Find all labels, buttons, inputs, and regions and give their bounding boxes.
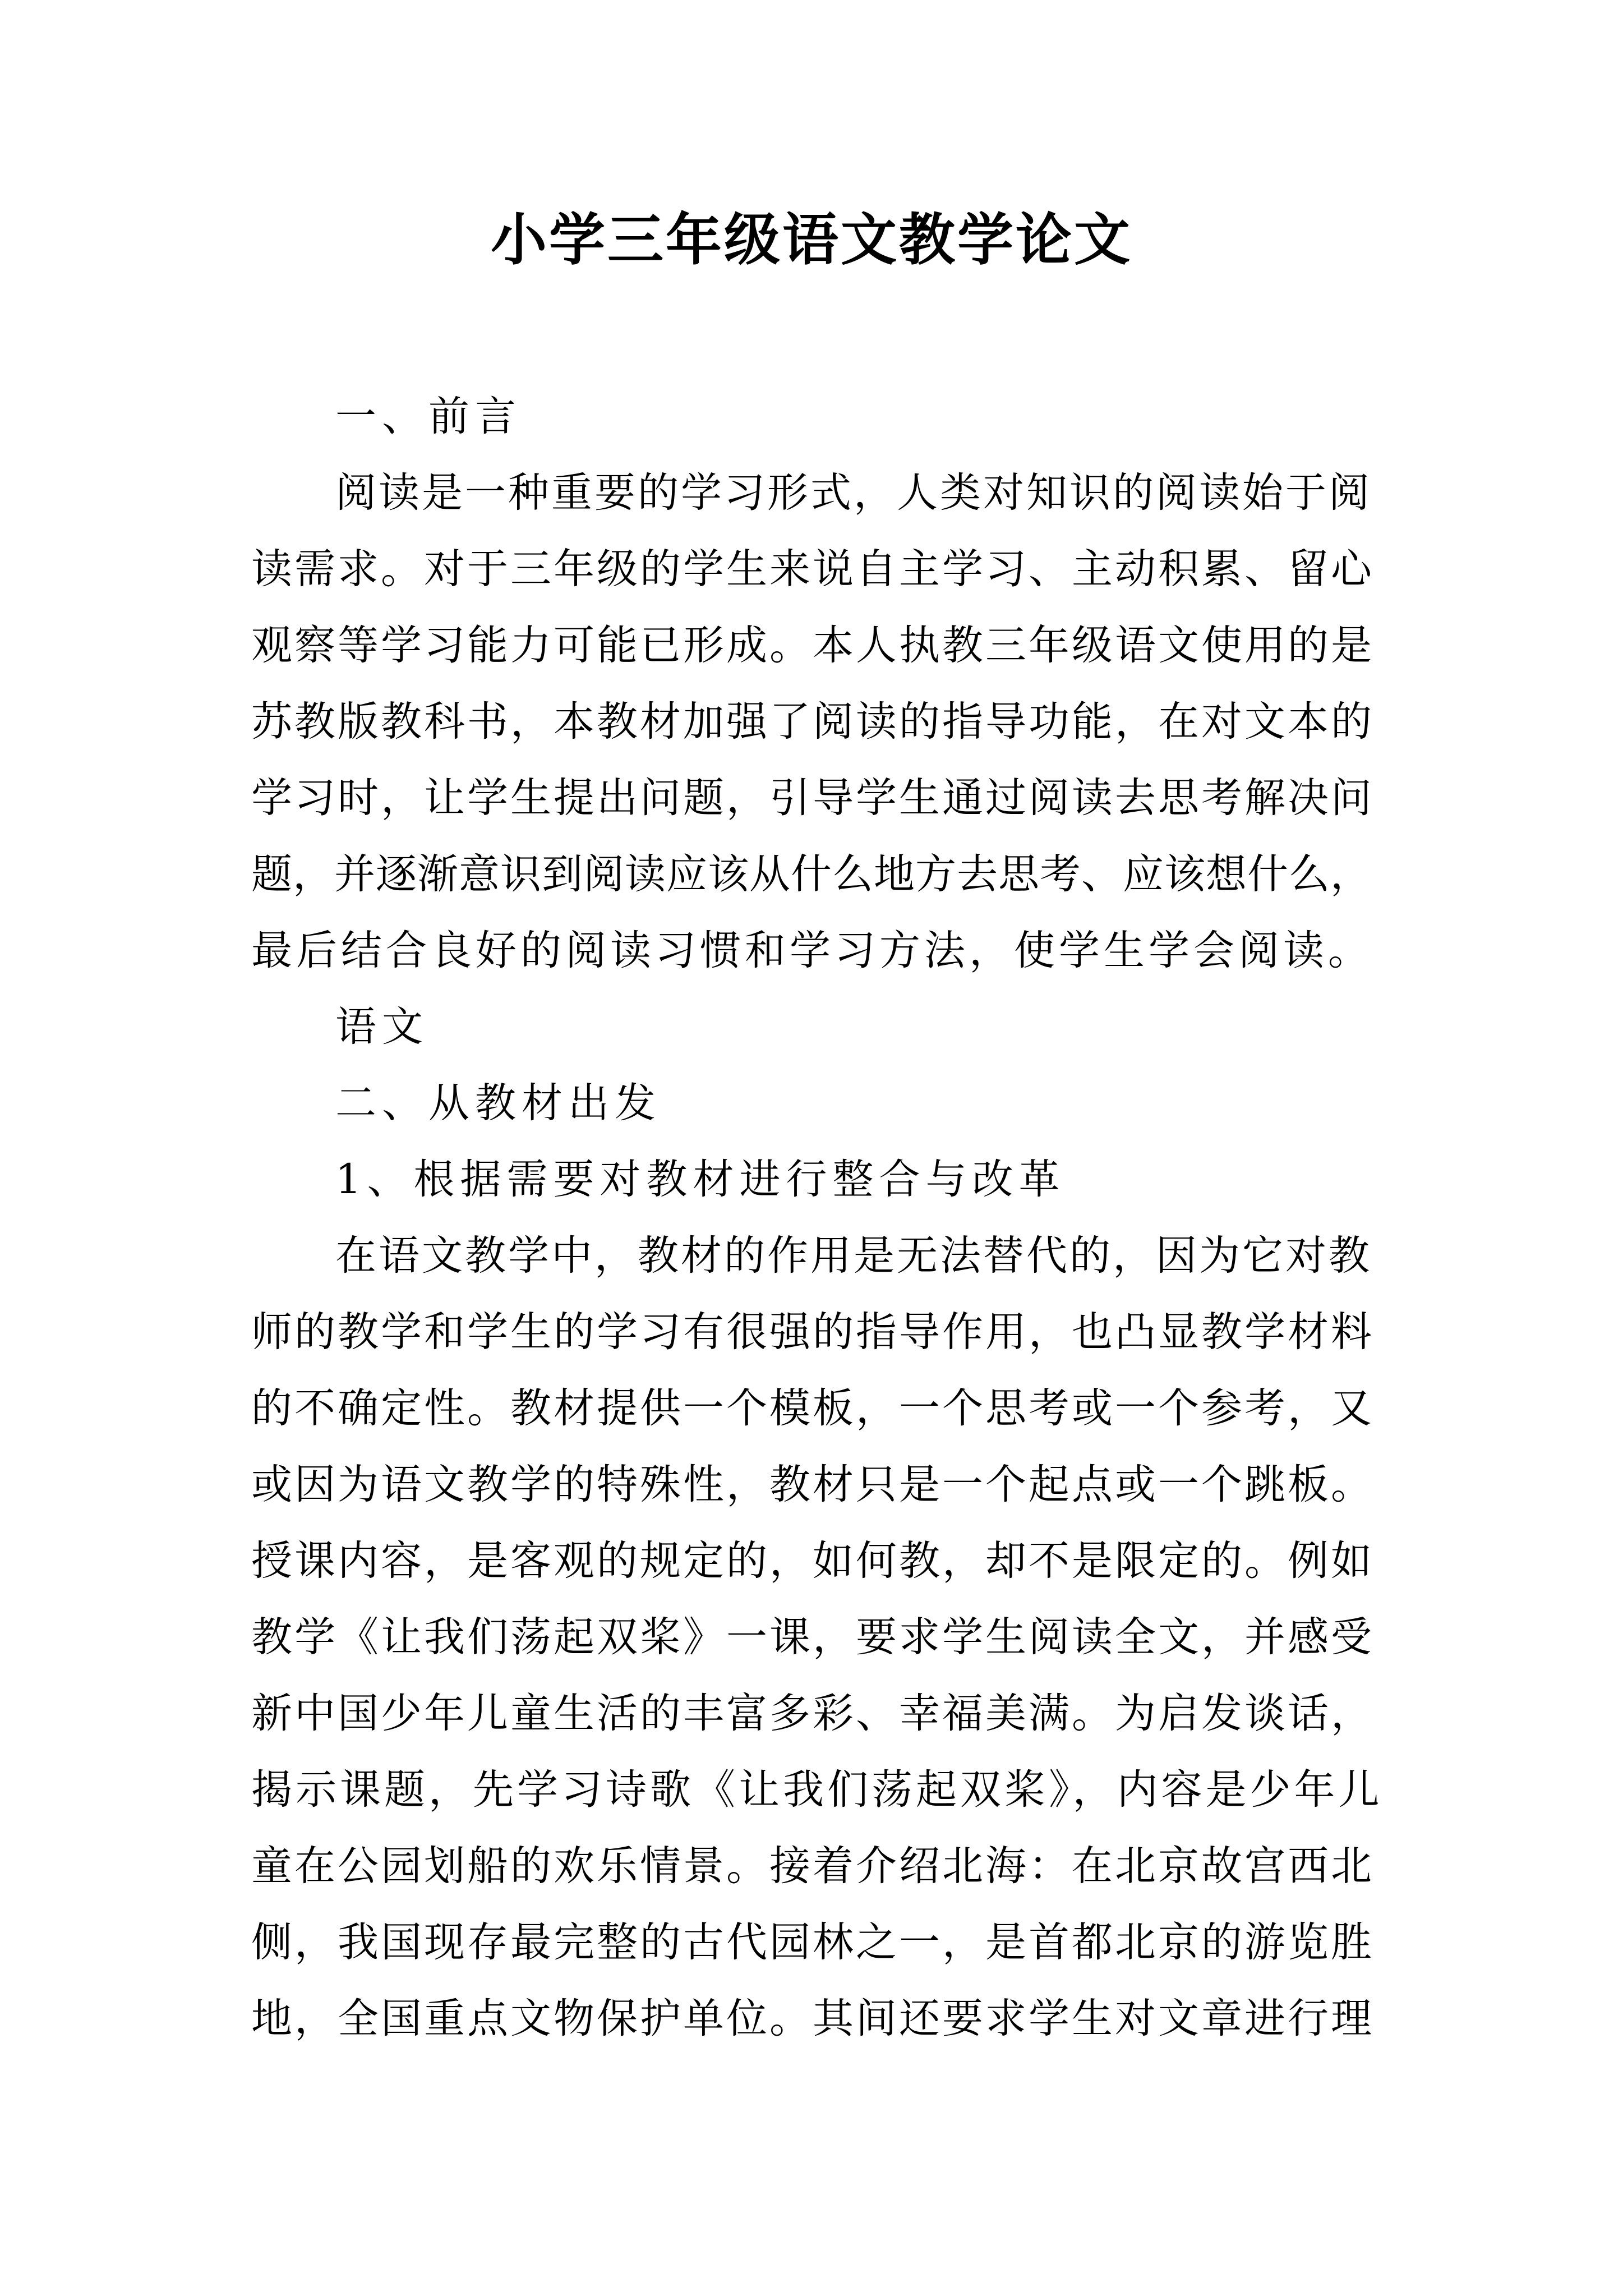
- body-line: 阅读是一种重要的学习形式，人类对知识的阅读始于阅: [335, 469, 1372, 517]
- body-line: 观察等学习能力可能已形成。本人执教三年级语文使用的是: [251, 622, 1374, 669]
- body-line: 师的教学和学生的学习有很强的指导作用，也凸显教学材料: [251, 1308, 1374, 1356]
- body-line: 题，并逐渐意识到阅读应该从什么地方去思考、应该想什么，: [251, 850, 1372, 898]
- body-line: 在语文教学中，教材的作用是无法替代的，因为它对教: [335, 1232, 1372, 1280]
- document-body: [251, 379, 1384, 2057]
- body-line: 苏教版教科书，本教材加强了阅读的指导功能，在对文本的: [251, 698, 1374, 746]
- body-line: 揭示课题，先学习诗歌《让我们荡起双桨》，内容是少年儿: [251, 1766, 1383, 1814]
- body-line: 童在公园划船的欢乐情景。接着介绍北海：在北京故宫西北: [251, 1842, 1374, 1890]
- body-line: 教学《让我们荡起双桨》一课，要求学生阅读全文，并感受: [251, 1613, 1374, 1661]
- document-title: 小学三年级语文教学论文: [491, 206, 1132, 273]
- body-line: 或因为语文教学的特殊性，教材只是一个起点或一个跳板。: [251, 1461, 1374, 1508]
- body-line: 1、根据需要对教材进行整合与改革: [335, 1156, 1066, 1203]
- body-line: 侧，我国现存最完整的古代园林之一，是首都北京的游览胜: [251, 1918, 1374, 1966]
- body-line: 的不确定性。教材提供一个模板，一个思考或一个参考，又: [251, 1384, 1374, 1432]
- body-line: 新中国少年儿童生活的丰富多彩、幸福美满。为启发谈话，: [251, 1690, 1374, 1737]
- body-line: 读需求。对于三年级的学生来说自主学习、主动积累、留心: [251, 545, 1374, 593]
- body-line: 授课内容，是客观的规定的，如何教，却不是限定的。例如: [251, 1537, 1374, 1585]
- body-line: 二、从教材出发: [335, 1079, 661, 1127]
- body-line: 语文: [335, 1003, 428, 1051]
- body-line: 学习时，让学生提出问题，引导学生通过阅读去思考解决问: [251, 774, 1374, 822]
- body-line: 一、前言: [335, 393, 522, 440]
- body-line: 最后结合良好的阅读习惯和学习方法，使学生学会阅读。: [251, 927, 1373, 974]
- body-line: 地，全国重点文物保护单位。其间还要求学生对文章进行理: [251, 1995, 1374, 2042]
